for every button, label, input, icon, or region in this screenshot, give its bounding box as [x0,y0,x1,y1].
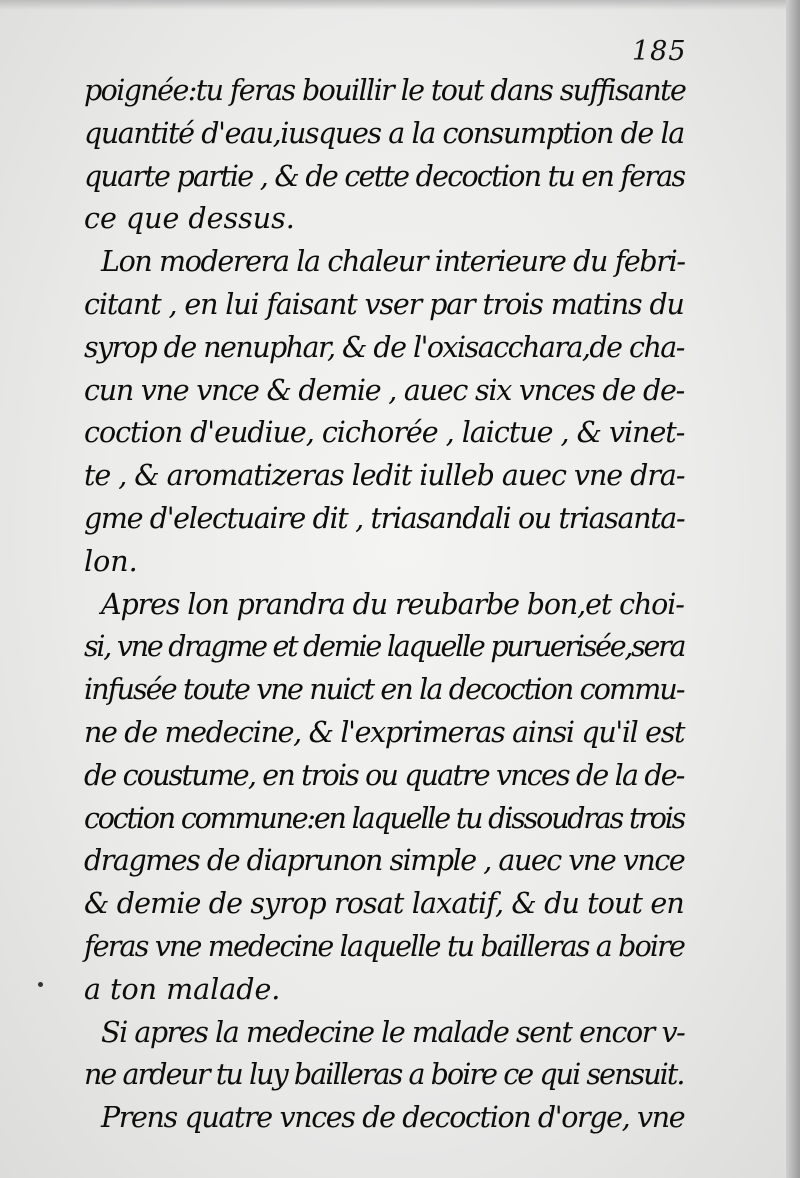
text-line: a ton malade. [84,972,281,1006]
text-line: syrop de nenuphar, & de l'oxisacchara,de cha- [84,330,684,364]
text-line: si, vne dragme et demie laquelle puruerisée,sera [84,630,685,664]
body-text [84,70,684,1140]
text-line: de coustume, en trois ou quatre vnces de la de- [84,758,684,792]
paragraph [84,1097,684,1140]
text-line: te , & aromatizeras ledit iulleb auec vne dra- [84,459,685,493]
paragraph [84,584,684,1012]
paragraph [84,70,684,241]
text-line: feras vne medecine laquelle tu bailleras a boire [84,929,685,963]
page-right-edge [786,0,800,1178]
text-line: coction d'eudiue, cichorée , laictue , & vinet- [84,416,685,450]
text-line: dragmes de diaprunon simple , auec vne vnce [84,844,685,878]
text-line: Lon moderera la chaleur interieure du febri- [101,245,685,279]
text-line: Prens quatre vnces de decoction d'orge, vne [101,1101,685,1135]
page-top-shadow [0,0,800,10]
page-number: 185 [632,36,687,67]
text-line: quantité d'eau,iusques a la consumption de la [84,116,684,150]
text-line: ne de medecine, & l'exprimeras ainsi qu'il est [84,715,685,749]
text-line: Apres lon prandra du reubarbe bon,et choi- [101,587,684,621]
text-line: Si apres la medecine le malade sent encor v- [101,1015,685,1049]
text-line: cun vne vnce & demie , auec six vnces de de- [84,373,685,407]
text-line: poignée:tu feras bouillir le tout dans suffisante [84,74,686,107]
text-line: ce que dessus. [84,202,295,236]
text-line: infusée toute vne nuict en la decoction commu- [84,673,684,707]
text-line: & demie de syrop rosat laxatif, & du tout en [84,887,684,921]
text-line: gme d'electuaire dit , triasandali ou triasanta- [84,501,685,535]
text-line: citant , en lui faisant vser par trois matins du [84,287,684,321]
paragraph [84,1012,684,1098]
text-line: ne ardeur tu luy bailleras a boire ce qui sensuit. [84,1058,684,1092]
text-line: lon. [84,544,138,578]
paragraph [84,241,684,583]
text-line: quarte partie , & de cette decoction tu en feras [84,159,685,193]
text-line: coction commune:en laquelle tu dissoudras trois [84,801,685,835]
ink-speck [38,982,43,987]
